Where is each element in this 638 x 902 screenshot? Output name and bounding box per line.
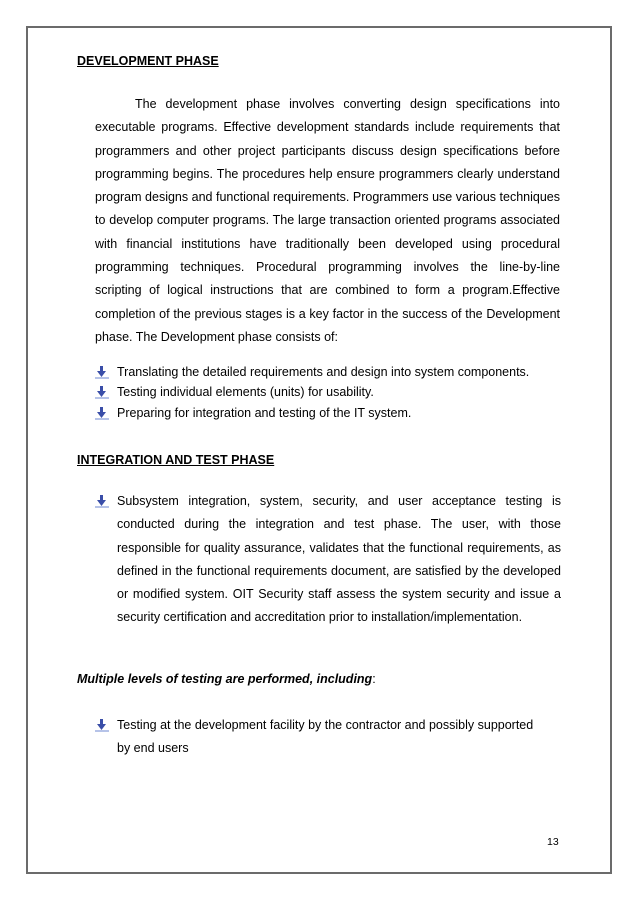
integration-phase-heading: INTEGRATION AND TEST PHASE [77, 453, 275, 467]
list-item [95, 714, 561, 761]
list-item [95, 362, 561, 382]
arrow-down-bullet-icon [95, 719, 109, 732]
list-item [95, 490, 561, 630]
testing-levels-heading [77, 672, 376, 686]
development-paragraph-text: The development phase involves converting design specifications into executable programs. Effective development standards include requirements that programmers and other project participants discuss design specifications before programming begins. The procedures help ensure programmers clearly understand program designs and functional requirements. Programmers use various techniques to develop computer programs. The large transaction oriented programs associated with financial institutions have traditionally been developed using procedural programming techniques. Procedural programming involves the line-by-line scripting of logical instructions that are combined to form a program.Effective completion of the previous stages is a key factor in the success of the Development phase. The Development phase consists of: [95, 97, 560, 344]
testing-bullet-list [95, 714, 561, 761]
development-phase-heading: DEVELOPMENT PHASE [77, 54, 219, 68]
page-number: 13 [547, 836, 559, 848]
arrow-down-bullet-icon [95, 366, 109, 379]
bullet-text: Testing at the development facility by the contractor and possibly supported by end users [117, 718, 534, 756]
arrow-down-bullet-icon [95, 495, 109, 508]
development-paragraph [95, 93, 560, 349]
arrow-down-bullet-icon [95, 386, 109, 399]
bullet-text: Preparing for integration and testing of the IT system. [117, 405, 412, 420]
arrow-down-bullet-icon [95, 407, 109, 420]
bullet-text: Translating the detailed requirements and design into system components. [117, 365, 530, 379]
bullet-text: Subsystem integration, system, security, and user acceptance testing is conducted during the integration and test phase. The user, with those responsible for quality assurance, validates that the functional requirements, as defined in the functional requirements document, are satisfied by the developed or modified system. OIT Security staff assess the system security and issue a security certification and accreditation prior to installation/implementation. [117, 494, 561, 625]
bullet-text: Testing individual elements (units) for usability. [117, 385, 374, 400]
testing-levels-colon: : [372, 672, 376, 686]
development-bullet-list [95, 362, 561, 423]
testing-levels-heading-text: Multiple levels of testing are performed, including [77, 672, 373, 686]
list-item [95, 403, 561, 423]
list-item [95, 382, 561, 402]
integration-bullet-list [95, 490, 561, 630]
